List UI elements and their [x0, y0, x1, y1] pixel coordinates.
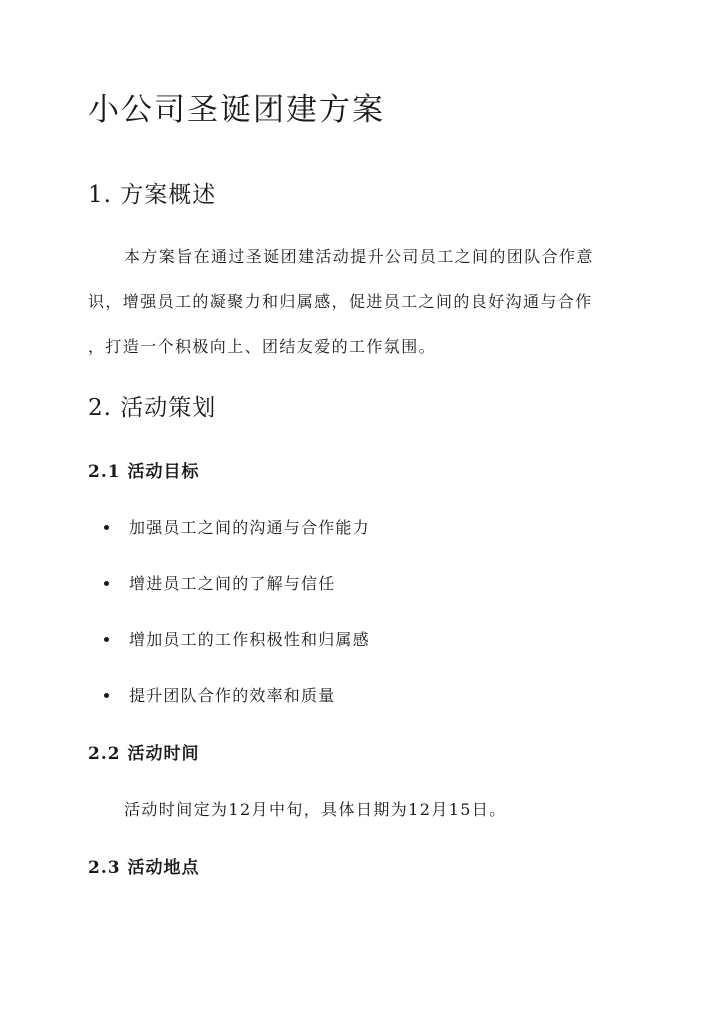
- overview-paragraph-line: 本方案旨在通过圣诞团建活动提升公司员工之间的团队合作意: [124, 247, 594, 266]
- bullet-icon: [104, 525, 109, 530]
- section-heading-planning: 2. 活动策划: [88, 395, 217, 421]
- bullet-icon: [104, 581, 109, 586]
- goal-text: 提升团队合作的效率和质量: [129, 686, 336, 705]
- goal-text: 增加员工的工作积极性和归属感: [129, 630, 370, 649]
- goal-list-item: [104, 683, 335, 706]
- subsection-heading-time: 2.2 活动时间: [88, 744, 200, 764]
- time-paragraph: 活动时间定为12月中旬，具体日期为12月15日。: [124, 800, 507, 819]
- bullet-icon: [104, 637, 109, 642]
- goal-list-item: [104, 515, 370, 538]
- section-heading-overview: 1. 方案概述: [88, 182, 217, 208]
- overview-paragraph-line: 识，增强员工的凝聚力和归属感，促进员工之间的良好沟通与合作: [88, 292, 593, 311]
- overview-paragraph-line: ，打造一个积极向上、团结友爱的工作氛围。: [88, 337, 437, 356]
- bullet-icon: [104, 693, 109, 698]
- goal-text: 加强员工之间的沟通与合作能力: [129, 518, 370, 537]
- goal-list-item: [104, 571, 335, 594]
- subsection-heading-location: 2.3 活动地点: [88, 858, 200, 878]
- goal-text: 增进员工之间的了解与信任: [129, 574, 336, 593]
- subsection-heading-goals: 2.1 活动目标: [88, 462, 200, 482]
- document-title: 小公司圣诞团建方案: [88, 92, 385, 128]
- goal-list-item: [104, 627, 370, 650]
